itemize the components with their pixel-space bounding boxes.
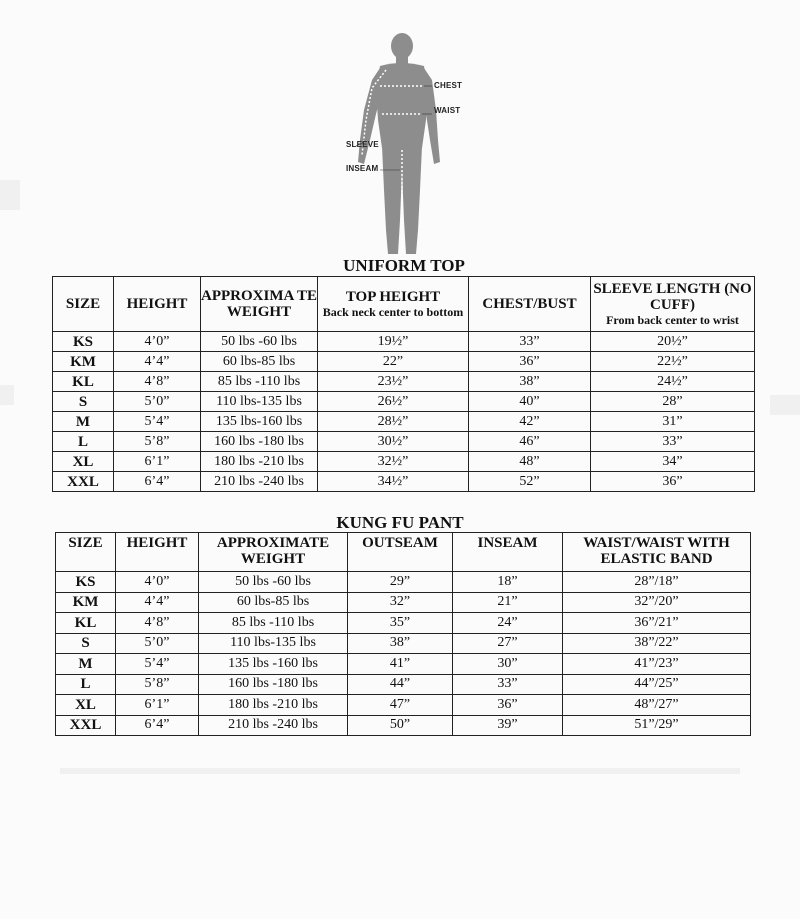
sleeve-header xyxy=(591,277,755,332)
outseam-cell: 29” xyxy=(348,572,453,593)
weight-cell: 160 lbs -180 lbs xyxy=(201,432,318,452)
weight-cell: 135 lbs-160 lbs xyxy=(201,412,318,432)
size-cell: S xyxy=(53,392,114,412)
table-row xyxy=(56,592,751,613)
inseam-cell: 36” xyxy=(453,695,563,716)
height-cell: 4’0” xyxy=(116,572,199,593)
top-height-cell: 28½” xyxy=(318,412,469,432)
sleeve-cell: 36” xyxy=(591,472,755,492)
chest-cell: 33” xyxy=(469,332,591,352)
sleeve-header-label: SLEEVE LENGTH (NO CUFF) xyxy=(593,281,752,313)
table-row xyxy=(53,472,755,492)
weight-cell: 50 lbs -60 lbs xyxy=(201,332,318,352)
height-cell: 5’8” xyxy=(114,432,201,452)
size-header: SIZE xyxy=(56,533,116,572)
sleeve-cell: 20½” xyxy=(591,332,755,352)
height-cell: 4’0” xyxy=(114,332,201,352)
waist-cell: 41”/23” xyxy=(563,654,751,675)
height-header: HEIGHT xyxy=(116,533,199,572)
outseam-cell: 41” xyxy=(348,654,453,675)
weight-cell: 210 lbs -240 lbs xyxy=(199,715,348,736)
weight-cell: 60 lbs-85 lbs xyxy=(201,352,318,372)
sleeve-cell: 31” xyxy=(591,412,755,432)
sleeve-cell: 33” xyxy=(591,432,755,452)
size-cell: KL xyxy=(53,372,114,392)
inseam-cell: 33” xyxy=(453,674,563,695)
weight-cell: 135 lbs -160 lbs xyxy=(199,654,348,675)
height-cell: 5’4” xyxy=(116,654,199,675)
height-cell: 4’4” xyxy=(116,592,199,613)
waist-cell: 32”/20” xyxy=(563,592,751,613)
outseam-cell: 32” xyxy=(348,592,453,613)
waist-cell: 48”/27” xyxy=(563,695,751,716)
chest-cell: 40” xyxy=(469,392,591,412)
sleeve-cell: 28” xyxy=(591,392,755,412)
chest-cell: 42” xyxy=(469,412,591,432)
table-row xyxy=(56,654,751,675)
inseam-cell: 18” xyxy=(453,572,563,593)
size-cell: M xyxy=(56,654,116,675)
table-header-row xyxy=(56,533,751,572)
chest-header: CHEST/BUST xyxy=(469,277,591,332)
height-cell: 5’0” xyxy=(116,633,199,654)
measurement-figure xyxy=(330,30,480,260)
sleeve-cell: 24½” xyxy=(591,372,755,392)
top-height-header-sub: Back neck center to bottom xyxy=(322,305,464,319)
weight-header xyxy=(201,277,318,332)
top-height-cell: 32½” xyxy=(318,452,469,472)
size-cell: KM xyxy=(56,592,116,613)
inseam-cell: 30” xyxy=(453,654,563,675)
size-cell: L xyxy=(56,674,116,695)
top-height-header xyxy=(318,277,469,332)
inseam-header: INSEAM xyxy=(453,533,563,572)
table-row xyxy=(56,613,751,634)
top-height-cell: 26½” xyxy=(318,392,469,412)
inseam-label: INSEAM xyxy=(346,164,379,173)
weight-header-label: APPROXIMA TE WEIGHT xyxy=(201,288,317,320)
table-row xyxy=(56,674,751,695)
outseam-cell: 44” xyxy=(348,674,453,695)
chest-label: CHEST xyxy=(434,81,463,90)
size-cell: XL xyxy=(53,452,114,472)
height-cell: 5’4” xyxy=(114,412,201,432)
chest-cell: 38” xyxy=(469,372,591,392)
table-row xyxy=(53,352,755,372)
table-row xyxy=(56,572,751,593)
scan-smudge xyxy=(0,385,14,405)
uniform-top-table xyxy=(52,276,755,492)
size-cell: XXL xyxy=(56,715,116,736)
outseam-cell: 50” xyxy=(348,715,453,736)
sleeve-label: SLEEVE xyxy=(346,140,379,149)
top-height-cell: 30½” xyxy=(318,432,469,452)
weight-cell: 85 lbs -110 lbs xyxy=(199,613,348,634)
table-row xyxy=(56,695,751,716)
chest-cell: 46” xyxy=(469,432,591,452)
scan-smudge xyxy=(770,395,800,415)
top-height-cell: 34½” xyxy=(318,472,469,492)
outseam-cell: 35” xyxy=(348,613,453,634)
height-cell: 4’4” xyxy=(114,352,201,372)
weight-cell: 210 lbs -240 lbs xyxy=(201,472,318,492)
height-cell: 5’0” xyxy=(114,392,201,412)
height-cell: 5’8” xyxy=(116,674,199,695)
uniform-top-title: UNIFORM TOP xyxy=(343,256,465,275)
size-cell: XXL xyxy=(53,472,114,492)
outseam-cell: 38” xyxy=(348,633,453,654)
height-cell: 6’1” xyxy=(114,452,201,472)
weight-cell: 60 lbs-85 lbs xyxy=(199,592,348,613)
waist-cell: 36”/21” xyxy=(563,613,751,634)
size-header: SIZE xyxy=(53,277,114,332)
table-row xyxy=(53,332,755,352)
waist-header: WAIST/WAIST WITH ELASTIC BAND xyxy=(563,533,751,572)
weight-header: APPROXIMATE WEIGHT xyxy=(199,533,348,572)
top-height-header-label: TOP HEIGHT xyxy=(345,289,441,305)
height-header: HEIGHT xyxy=(114,277,201,332)
sleeve-cell: 22½” xyxy=(591,352,755,372)
weight-cell: 180 lbs -210 lbs xyxy=(199,695,348,716)
table-row xyxy=(53,412,755,432)
weight-cell: 85 lbs -110 lbs xyxy=(201,372,318,392)
table-header-row xyxy=(53,277,755,332)
size-cell: L xyxy=(53,432,114,452)
uniform-top-body xyxy=(53,332,755,492)
kung-fu-pant-title: KUNG FU PANT xyxy=(336,513,464,532)
kung-fu-pant-body xyxy=(56,572,751,736)
height-cell: 4’8” xyxy=(116,613,199,634)
sleeve-cell: 34” xyxy=(591,452,755,472)
kung-fu-pant-table xyxy=(55,532,751,736)
table-row xyxy=(56,633,751,654)
scan-smudge xyxy=(60,768,740,774)
height-cell: 6’4” xyxy=(114,472,201,492)
chest-cell: 52” xyxy=(469,472,591,492)
inseam-cell: 27” xyxy=(453,633,563,654)
chest-cell: 36” xyxy=(469,352,591,372)
size-cell: KS xyxy=(53,332,114,352)
waist-cell: 44”/25” xyxy=(563,674,751,695)
top-height-cell: 19½” xyxy=(318,332,469,352)
inseam-cell: 21” xyxy=(453,592,563,613)
waist-cell: 28”/18” xyxy=(563,572,751,593)
size-cell: KS xyxy=(56,572,116,593)
size-cell: S xyxy=(56,633,116,654)
top-height-cell: 22” xyxy=(318,352,469,372)
weight-cell: 160 lbs -180 lbs xyxy=(199,674,348,695)
weight-cell: 180 lbs -210 lbs xyxy=(201,452,318,472)
table-row xyxy=(56,715,751,736)
weight-cell: 50 lbs -60 lbs xyxy=(199,572,348,593)
table-row xyxy=(53,452,755,472)
size-cell: XL xyxy=(56,695,116,716)
size-cell: KL xyxy=(56,613,116,634)
size-cell: KM xyxy=(53,352,114,372)
height-cell: 4’8” xyxy=(114,372,201,392)
chest-cell: 48” xyxy=(469,452,591,472)
size-cell: M xyxy=(53,412,114,432)
waist-cell: 38”/22” xyxy=(563,633,751,654)
outseam-header: OUTSEAM xyxy=(348,533,453,572)
top-height-cell: 23½” xyxy=(318,372,469,392)
weight-cell: 110 lbs-135 lbs xyxy=(199,633,348,654)
waist-cell: 51”/29” xyxy=(563,715,751,736)
height-cell: 6’1” xyxy=(116,695,199,716)
waist-label: WAIST xyxy=(434,106,461,115)
table-row xyxy=(53,432,755,452)
table-row xyxy=(53,392,755,412)
height-cell: 6’4” xyxy=(116,715,199,736)
inseam-cell: 24” xyxy=(453,613,563,634)
weight-cell: 110 lbs-135 lbs xyxy=(201,392,318,412)
inseam-cell: 39” xyxy=(453,715,563,736)
sleeve-header-sub: From back center to wrist xyxy=(606,313,739,327)
outseam-cell: 47” xyxy=(348,695,453,716)
scan-smudge xyxy=(0,180,20,210)
table-row xyxy=(53,372,755,392)
